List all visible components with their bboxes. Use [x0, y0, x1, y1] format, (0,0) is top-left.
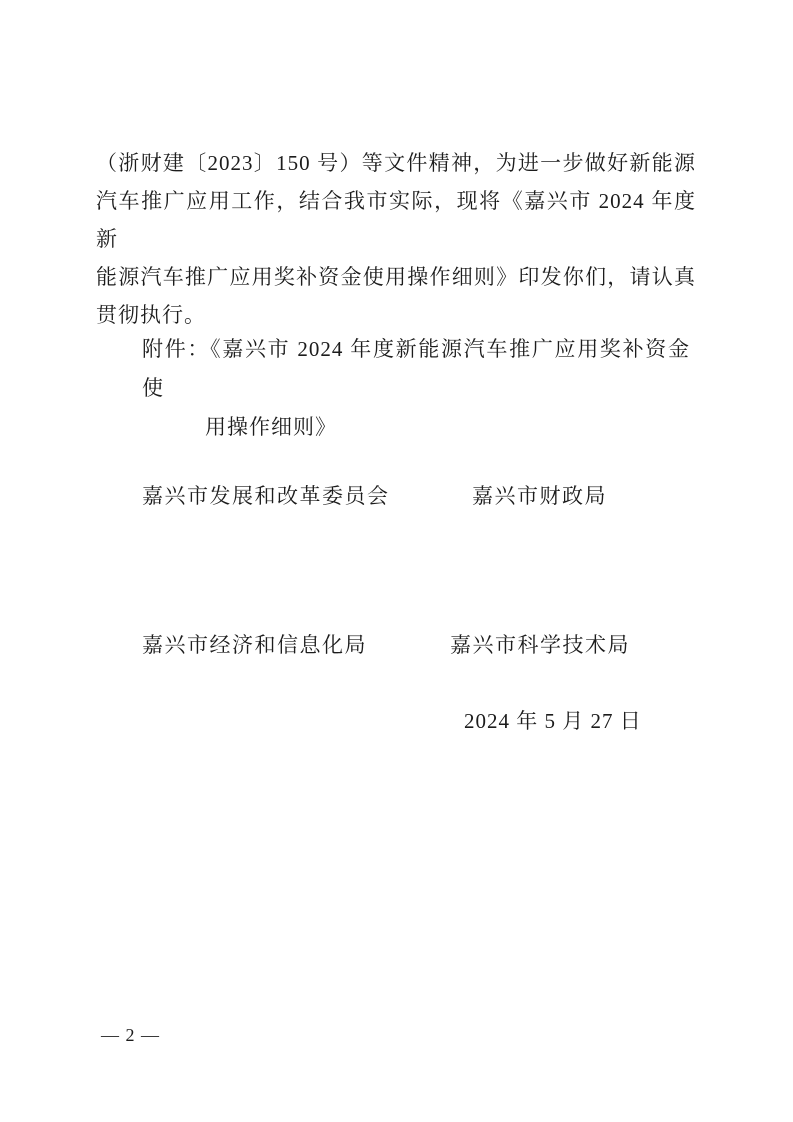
- signature-science-technology-bureau: 嘉兴市科学技术局: [450, 633, 630, 657]
- attachment-line-2: 用操作细则》: [205, 415, 337, 439]
- document-date: 2024 年 5 月 27 日: [464, 709, 642, 733]
- page-number: — 2 —: [101, 1025, 160, 1045]
- attachment-block: [142, 330, 690, 447]
- signature-finance-bureau: 嘉兴市财政局: [472, 484, 607, 508]
- paragraph-line-4: 贯彻执行。: [96, 303, 206, 327]
- paragraph-line-2: 汽车推广应用工作，结合我市实际，现将《嘉兴市 2024 年度新: [96, 189, 696, 251]
- signature-economy-information-bureau: 嘉兴市经济和信息化局: [142, 633, 367, 657]
- signature-development-reform-commission: 嘉兴市发展和改革委员会: [142, 484, 390, 508]
- paragraph-line-1: （浙财建〔2023〕150 号）等文件精神，为进一步做好新能源: [96, 151, 696, 175]
- attachment-line-1: 附件：《嘉兴市 2024 年度新能源汽车推广应用奖补资金使: [142, 337, 690, 400]
- paragraph-line-3: 能源汽车推广应用奖补资金使用操作细则》印发你们，请认真: [96, 265, 696, 289]
- body-paragraph: [96, 144, 696, 334]
